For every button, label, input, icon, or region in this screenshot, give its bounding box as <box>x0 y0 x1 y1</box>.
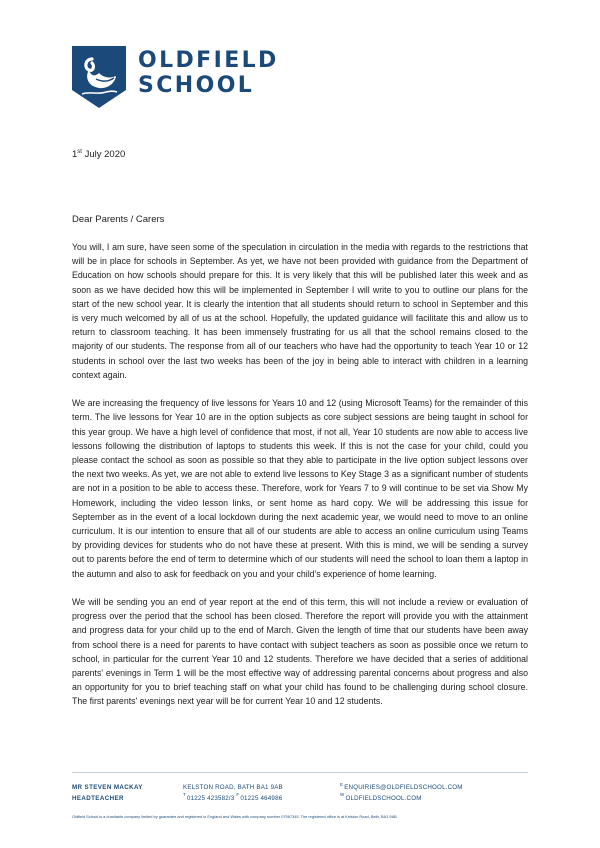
website-link[interactable]: OLDFIELDSCHOOL.COM <box>345 794 422 802</box>
school-name-line1: OLDFIELD <box>138 48 279 73</box>
date-day: 1 <box>72 149 78 160</box>
email-link[interactable]: ENQUIRIES@OLDFIELDSCHOOL.COM <box>344 784 463 791</box>
date-month-year: July 2020 <box>81 149 126 160</box>
tel-number: 01225 423582/3 <box>186 794 235 802</box>
phone-numbers <box>183 794 283 805</box>
email-label: E <box>340 781 344 787</box>
footer-headteacher <box>72 783 143 804</box>
paragraph-2: We are increasing the frequency of live lessons for Years 10 and 12 (using Microsoft Teams) for the remainder of this term. The live lessons for Year 10 are in the option subjects as core subject sessions are being taught in school for this year group. We have a high level of confidence that most, if not all, Year 10 students are now able to access live lessons following the distribution of laptops to students this week. If this is not the case for your child, could you please contact the school as soon as possible so that they able to participate in the live option subject lessons over the next two weeks. As yet, we are not able to extend live lessons to Key Stage 3 as a significant number of students are not in a position to be able to access these. Therefore, work for Years 7 to 9 will continue to be set via Show My Homework, including the video lesson links, or sent home as hard copy. We will be addressing this issue for September as in the event of a local lockdown during the next academic year, we would need to move to an online curriculum. It is our intention to ensure that all of our students are able to access an online curriculum using Teams by providing devices for students who do not have these at present. With this is mind, we will be sending a survey out to parents before the end of term to determine which of our students will need the school to loan them a laptop in the autumn and also to ask for feedback on you and your child's experience of home learning. <box>72 398 528 579</box>
paragraph-1: You will, I am sure, have seen some of the speculation in circulation in the media with regards to the restrictions that will be in place for schools in September. As yet, we have not been provided with guidance from the Department of Education on how schools should prepare for this. It is very likely that this will be published later this week and as soon as we have decided how this will be implemented in September I will write to you to outline our plans for the start of the new school year. It is clearly the intention that all students should return to school in September and this is very much welcomed by all of us at the school. Hopefully, the updated guidance will facilitate this and allow us to return to classroom teaching. It has been immensely frustrating for us all that the school remains closed to the majority of our students. The response from all of our teachers who have had the opportunity to teach Year 10 or 12 students in school over the last two weeks has been of the joy in being able to interact with children in a learning context again. <box>72 242 528 380</box>
paragraph-3: We will be sending you an end of year report at the end of this term, this will not include a review or evaluation of progress over the period that the school has been closed. Therefore the report will provide you with the attainment and progress data for your child up to the end of March. Given the length of time that our students have been away from school there is a need for parents to have contact with subject teachers as soon as possible once we return to school, in particular for the current Year 10 and 12 students. Therefore we have decided that a series of additional parents' evenings in Term 1 will be the most effective way of addressing parental concerns about progress and also an opportunity for you to brief teaching staff on what your child has found to be challenging during school closure. The first parents' evenings next year will be for current Year 10 and 12 students. <box>72 597 528 707</box>
letterhead <box>72 46 279 108</box>
fax-number: 01225 464986 <box>240 794 283 802</box>
footer-divider <box>72 772 528 773</box>
web-label: W <box>340 792 345 798</box>
letter-body <box>72 240 528 723</box>
tel-label: T <box>183 792 186 798</box>
email-line <box>340 783 463 794</box>
legal-notice: Oldfield School is a charitable company limited by guarantee and registered in England and Wales with company number 07567345. The registered office is at Kelston Road, Bath, BA1 9AB <box>72 814 397 819</box>
swan-crest-logo <box>72 46 126 108</box>
headteacher-role: HEADTEACHER <box>72 794 124 802</box>
fax-label: F <box>236 792 240 798</box>
footer-contact <box>183 783 283 804</box>
website-line <box>340 794 463 805</box>
footer-online <box>340 783 463 804</box>
school-address: KELSTON ROAD, BATH BA1 9AB <box>183 784 283 791</box>
headteacher-name: MR STEVEN MACKAY <box>72 784 143 791</box>
school-name <box>138 48 279 98</box>
letter-date <box>72 149 125 161</box>
salutation: Dear Parents / Carers <box>72 214 165 225</box>
date-suffix: st <box>77 148 82 155</box>
school-name-line2: SCHOOL <box>138 73 255 98</box>
